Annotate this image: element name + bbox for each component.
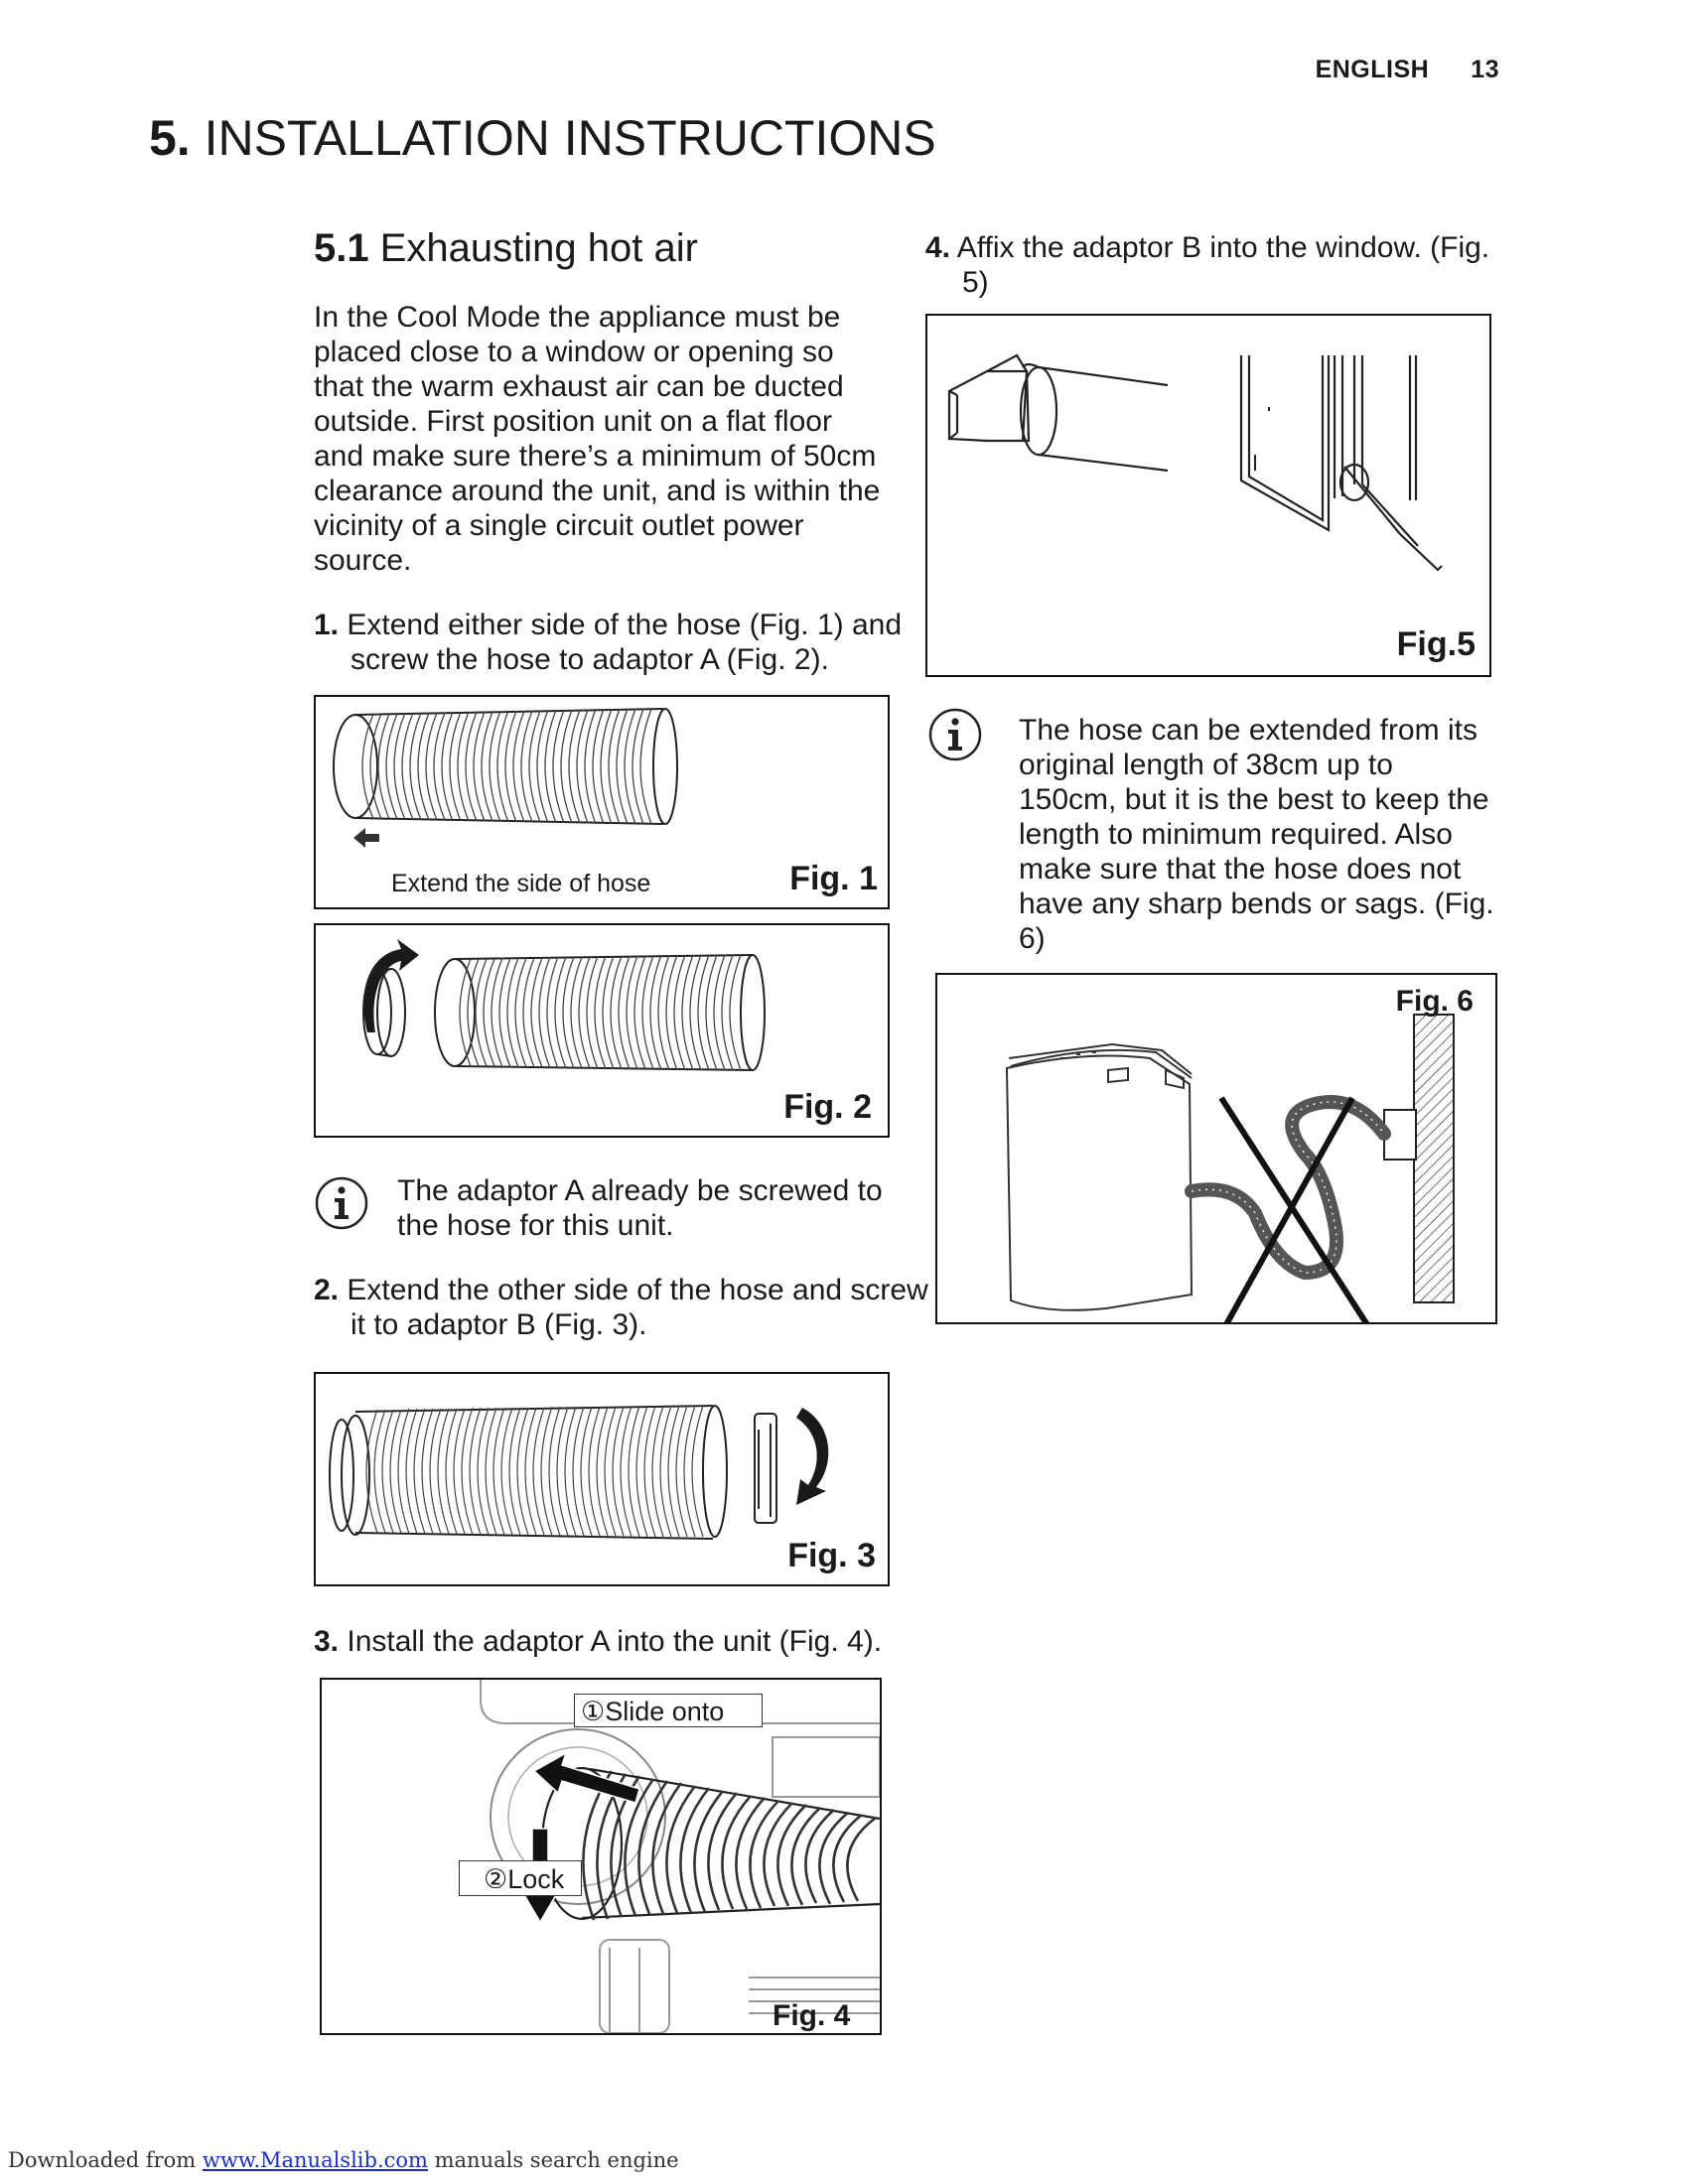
note-adaptor-a: The adaptor A already be screwed to the hose for this unit. <box>397 1174 883 1242</box>
footer-prefix: Downloaded from <box>8 2148 203 2172</box>
footer-link[interactable]: www.Manualslib.com <box>202 2148 428 2172</box>
figure-5 <box>925 314 1491 677</box>
adaptor-install-illustration <box>322 1680 880 2033</box>
header-language: ENGLISH <box>1315 56 1430 83</box>
figure-4 <box>320 1678 882 2035</box>
figure-5-label: Fig.5 <box>1396 625 1476 663</box>
info-icon <box>927 707 983 762</box>
step-3-number: 3. <box>314 1625 340 1658</box>
step-2-number: 2. <box>314 1274 340 1306</box>
step-2 <box>314 1273 936 1342</box>
callout-slide-onto: ①Slide onto <box>574 1694 763 1727</box>
section-title <box>314 226 698 271</box>
page-header <box>1274 56 1499 84</box>
figure-1-caption: Extend the side of hose <box>391 870 651 897</box>
figure-2-label: Fig. 2 <box>783 1088 872 1126</box>
step-3-text: Install the adaptor A into the unit (Fig. 4). <box>347 1625 883 1658</box>
page-title-text: INSTALLATION INSTRUCTIONS <box>204 110 936 166</box>
callout-lock: ②Lock <box>459 1860 582 1896</box>
intro-paragraph: In the Cool Mode the appliance must be placed close to a window or opening so that the warm exhaust air can be ducted outside. First position unit on a flat floor and make sure there’s a minimum of 50cm clearance around the unit, and is within the vicinity of a single circuit outlet power source. <box>314 301 881 577</box>
step-1-text: Extend either side of the hose (Fig. 1) and screw the hose to adaptor A (Fig. 2). <box>347 609 903 676</box>
arrow-left-icon <box>353 828 379 848</box>
step-4-text: Affix the adaptor B into the window. (Fig. 5) <box>956 231 1490 299</box>
download-footer <box>8 2148 679 2172</box>
figure-6-label: Fig. 6 <box>1395 985 1474 1018</box>
note-hose-length: The hose can be extended from its original length of 38cm up to 150cm, but it is the best to keep the length to minimum required. Also make sure that the hose does not have any sharp bends or sags. (Fig. 6) <box>1019 714 1494 955</box>
figure-2 <box>314 923 890 1138</box>
step-4 <box>925 230 1518 300</box>
step-2-text: Extend the other side of the hose and screw it to adaptor B (Fig. 3). <box>347 1274 928 1341</box>
figure-6 <box>935 973 1497 1324</box>
figure-1 <box>314 695 890 909</box>
step-3 <box>314 1624 936 1659</box>
figure-4-label: Fig. 4 <box>773 1999 851 2032</box>
page-title <box>149 109 936 167</box>
info-icon <box>314 1175 369 1231</box>
rotate-arrow-icon <box>796 1408 828 1505</box>
section-title-text: Exhausting hot air <box>379 226 698 270</box>
step-1-number: 1. <box>314 609 340 641</box>
step-4-number: 4. <box>925 231 951 264</box>
page-title-number: 5. <box>149 110 191 166</box>
figure-3 <box>314 1372 890 1586</box>
section-number: 5.1 <box>314 226 369 270</box>
figure-3-label: Fig. 3 <box>787 1537 876 1574</box>
step-1 <box>314 608 936 677</box>
hose-bend-warning-illustration <box>937 975 1495 1322</box>
footer-suffix: manuals search engine <box>427 2148 679 2172</box>
header-page-number: 13 <box>1471 56 1499 83</box>
figure-1-label: Fig. 1 <box>789 860 878 897</box>
window-adaptor-illustration <box>927 316 1489 675</box>
